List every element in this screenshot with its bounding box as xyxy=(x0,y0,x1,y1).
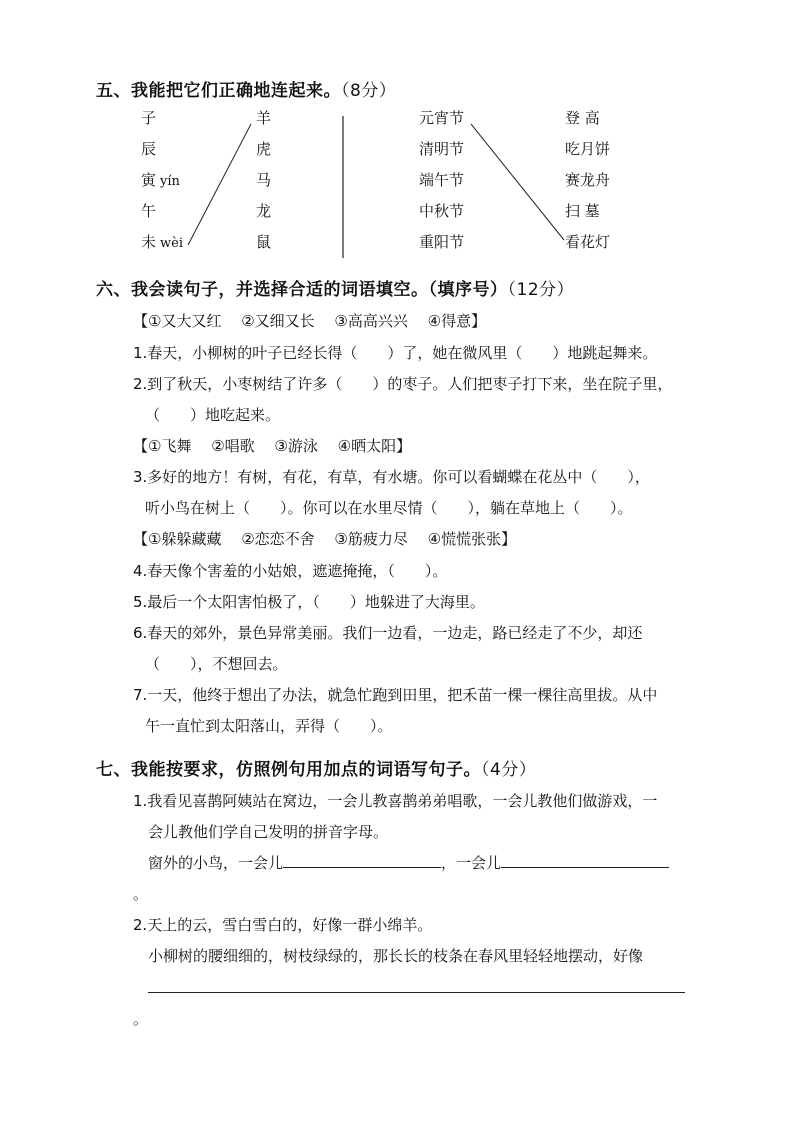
section6-title: 六、我会读句子，并选择合适的词语填空。（填序号） xyxy=(96,280,508,300)
question-7-2-end: 。 xyxy=(133,1010,149,1028)
example-line-wei-yang xyxy=(188,124,251,245)
pinyin-wei: wèi xyxy=(160,236,183,251)
prompt-part-1: 窗外的小鸟，一会儿 xyxy=(148,854,284,872)
question-6-6-line1[interactable]: 6.春天的郊外，景色异常美丽。我们一边看，一边走，路已经走了不少，却还 xyxy=(133,624,643,642)
word-bank-3: 【①躲躲藏藏 ②恋恋不舍 ③筋疲力尽 ④慌慌张张】 xyxy=(133,530,517,548)
section5-title: 五、我能把它们正确地连起来。 xyxy=(96,81,341,101)
answer-line-7-2[interactable] xyxy=(148,992,685,993)
question-7-2-line1: 2.天上的云，雪白雪白的，好像一群小绵羊。 xyxy=(133,916,433,934)
question-6-1[interactable]: 1.春天，小柳树的叶子已经长得（ ）了，她在微风里（ ）地跳起舞来。 xyxy=(133,344,658,362)
question-6-2-line2[interactable]: （ ）地吃起来。 xyxy=(145,406,281,424)
zodiac-animal-4[interactable]: 龙 xyxy=(256,202,272,220)
section5-score: （8分） xyxy=(341,81,397,101)
section6-score: （12分） xyxy=(507,280,575,300)
zodiac-animal-2[interactable]: 虎 xyxy=(256,140,272,158)
festival-2[interactable]: 清明节 xyxy=(419,140,465,158)
festival-3[interactable]: 端午节 xyxy=(419,171,465,189)
section7-score: （4分） xyxy=(481,760,537,780)
question-7-1-end: 。 xyxy=(133,885,149,903)
section7-heading xyxy=(96,755,536,780)
answer-blank-2[interactable] xyxy=(501,853,669,868)
section6-heading xyxy=(96,275,574,300)
answer-blank-1[interactable] xyxy=(283,853,441,868)
question-6-7-line1[interactable]: 7.一天，他终于想出了办法，就急忙跑到田里，把禾苗一棵一棵往高里拔。从中 xyxy=(133,686,658,704)
custom-2[interactable]: 吃月饼 xyxy=(565,140,611,158)
custom-1[interactable]: 登 高 xyxy=(565,109,600,127)
custom-3[interactable]: 赛龙舟 xyxy=(565,171,611,189)
question-6-5[interactable]: 5.最后一个太阳害怕极了，（ ）地躲进了大海里。 xyxy=(133,593,485,611)
zodiac-animal-1[interactable]: 羊 xyxy=(256,109,272,127)
question-6-2-line1[interactable]: 2.到了秋天，小枣树结了许多（ ）的枣子。人们把枣子打下来，坐在院子里， xyxy=(133,375,673,393)
example-line-yuanxiao-huadeng xyxy=(471,124,564,240)
festival-4[interactable]: 中秋节 xyxy=(419,202,465,220)
zodiac-branch-5: 未 wèi xyxy=(141,233,183,251)
prompt-part-2: ，一会儿 xyxy=(441,854,502,872)
question-7-1-prompt xyxy=(148,852,669,873)
question-6-4[interactable]: 4.春天像个害羞的小姑娘，遮遮掩掩，（ ）。 xyxy=(133,562,448,580)
question-6-3-line2[interactable]: 听小鸟在树上（ ）。你可以在水里尽情（ ），躺在草地上（ ）。 xyxy=(145,499,633,517)
question-6-6-line2[interactable]: （ ），不想回去。 xyxy=(145,655,288,673)
section5-heading xyxy=(96,76,396,101)
pinyin-yin: yín xyxy=(160,174,180,189)
custom-4[interactable]: 扫 墓 xyxy=(565,202,600,220)
custom-5[interactable]: 看花灯 xyxy=(565,233,611,251)
question-6-7-line2[interactable]: 午一直忙到太阳落山，弄得（ ）。 xyxy=(145,717,393,735)
zodiac-branch-2: 辰 xyxy=(141,140,157,158)
section7-title: 七、我能按要求，仿照例句用加点的词语写句子。 xyxy=(96,760,481,780)
festival-1[interactable]: 元宵节 xyxy=(419,109,465,127)
word-bank-2: 【①飞舞 ②唱歌 ③游泳 ④晒太阳】 xyxy=(133,437,412,455)
festival-5[interactable]: 重阳节 xyxy=(419,233,465,251)
word-bank-1: 【①又大又红 ②又细又长 ③高高兴兴 ④得意】 xyxy=(133,312,487,330)
zodiac-branch-4: 午 xyxy=(141,202,157,220)
zodiac-branch-3: 寅 yín xyxy=(141,171,180,189)
question-6-3-line1[interactable]: 3.多好的地方！有树，有花，有草，有水塘。你可以看蝴蝶在花丛中（ ）， xyxy=(133,468,650,486)
question-7-1-line1: 1.我看见喜鹊阿姨站在窝边，一会儿教喜鹊弟弟唱歌，一会儿教他们做游戏，一 xyxy=(133,792,658,810)
zodiac-branch-1: 子 xyxy=(141,109,157,127)
question-7-2-line2: 小柳树的腰细细的，树枝绿绿的，那长长的枝条在春风里轻轻地摆动，好像 xyxy=(148,947,644,965)
question-7-1-line2: 会儿教他们学自己发明的拼音字母。 xyxy=(148,823,389,841)
zodiac-animal-5[interactable]: 鼠 xyxy=(256,233,272,251)
zodiac-animal-3[interactable]: 马 xyxy=(256,171,272,189)
